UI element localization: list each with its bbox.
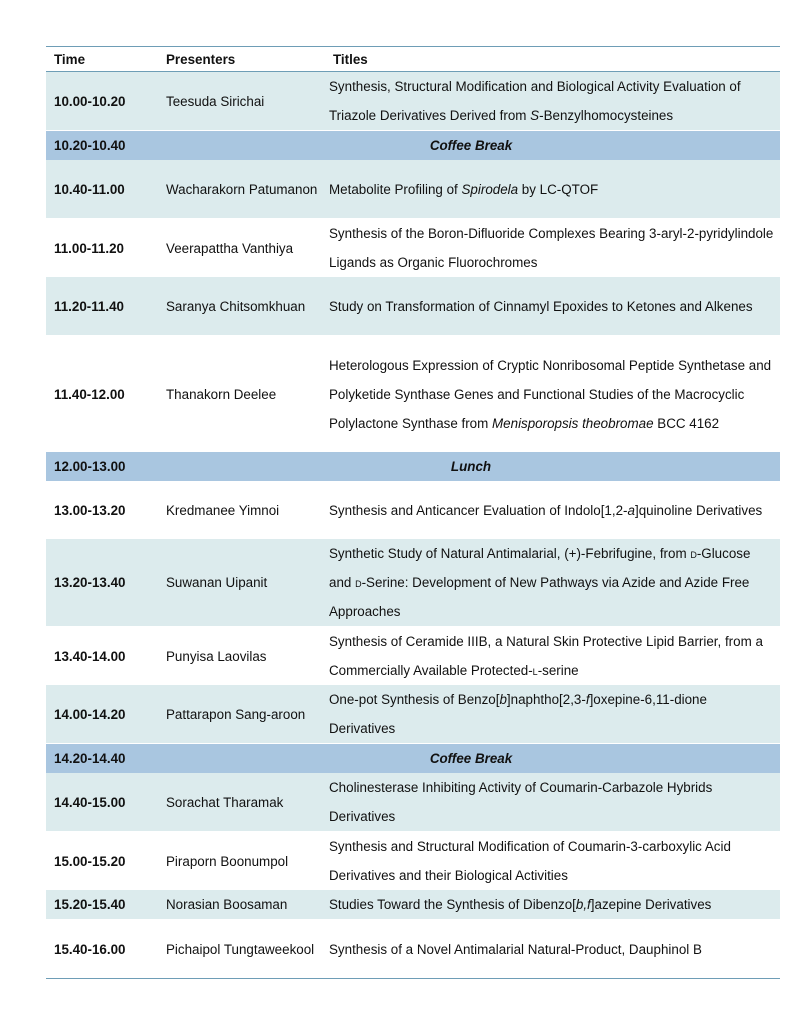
session-title: Cholinesterase Inhibiting Activity of Coumarin-Carbazole Hybrids Derivatives [325,773,780,832]
session-title: Metabolite Profiling of Spirodela by LC-QTOF [325,160,780,219]
session-presenter: Sorachat Tharamak [158,773,325,832]
session-title: Synthesis of the Boron-Difluoride Complexes Bearing 3-aryl-2-pyridylindole Ligands as Organic Fluorochromes [329,226,774,270]
session-title: Heterologous Expression of Cryptic Nonribosomal Peptide Synthetase and Polyketide Synthase Genes and Functional Studies of the Macrocyclic Polylactone Synthase from Menisporopsis theobromae BCC 4162 [329,357,772,431]
session-time: 11.20-11.40 [46,277,158,336]
session-row [46,920,780,979]
session-row [46,219,780,278]
session-time: 11.40-12.00 [54,386,125,402]
session-presenter: Punyisa Laovilas [166,648,267,664]
header-time: Time [46,47,158,72]
session-presenter: Saranya Chitsomkhuan [158,277,325,336]
header-row [46,47,780,72]
session-presenter: Pichaipol Tungtaweekool [166,941,315,957]
session-row [46,336,780,453]
session-time: 15.20-15.40 [46,890,158,920]
break-row [46,744,780,774]
session-row [46,773,780,832]
session-row [46,627,780,686]
session-presenter: Kredmanee Yimnoi [166,502,280,518]
session-row [46,539,780,627]
session-time: 15.00-15.20 [54,853,126,869]
session-row [46,277,780,336]
session-presenter: Wacharakorn Patumanon [158,160,325,219]
session-title: Synthesis, Structural Modification and Biological Activity Evaluation of Triazole Derivatives Derived from S-Benzylhomocysteines [325,72,780,131]
break-label: Coffee Break [158,744,780,774]
session-time: 11.00-11.20 [54,240,124,256]
session-row [46,890,780,920]
break-time: 12.00-13.00 [46,452,158,481]
session-row [46,832,780,891]
schedule-table [46,46,780,979]
break-row [46,452,780,481]
session-title: One-pot Synthesis of Benzo[b]naphtho[2,3-f]oxepine-6,11-dione Derivatives [325,685,780,744]
break-label: Coffee Break [158,131,780,161]
session-presenter: Veerapattha Vanthiya [166,240,294,256]
session-title: Synthetic Study of Natural Antimalarial, (+)-Febrifugine, from d-Glucose and d-Serine: Development of New Pathways via Azide and Azide Free Approaches [325,539,780,627]
schedule-body [46,72,780,979]
session-title: Study on Transformation of Cinnamyl Epoxides to Ketones and Alkenes [325,277,780,336]
session-title: Studies Toward the Synthesis of Dibenzo[b,f]azepine Derivatives [325,890,780,920]
session-title: Synthesis and Anticancer Evaluation of Indolo[1,2-a]quinoline Derivatives [329,502,763,518]
session-row [46,72,780,131]
break-time: 10.20-10.40 [46,131,158,161]
session-time: 14.00-14.20 [46,685,158,744]
header-presenters: Presenters [158,47,325,72]
session-time: 14.40-15.00 [46,773,158,832]
session-presenter: Teesuda Sirichai [158,72,325,131]
session-time: 13.40-14.00 [54,648,126,664]
session-row [46,685,780,744]
session-row [46,160,780,219]
session-title: Synthesis of a Novel Antimalarial Natural-Product, Dauphinol B [329,941,702,957]
session-time: 10.40-11.00 [46,160,158,219]
session-presenter: Norasian Boosaman [158,890,325,920]
break-time: 14.20-14.40 [46,744,158,774]
session-time: 13.00-13.20 [54,502,126,518]
session-time: 15.40-16.00 [54,941,126,957]
session-time: 13.20-13.40 [46,539,158,627]
header-titles: Titles [325,47,780,72]
session-row [46,481,780,539]
session-time: 10.00-10.20 [46,72,158,131]
session-title: Synthesis of Ceramide IIIB, a Natural Skin Protective Lipid Barrier, from a Commercially Available Protected-l-serine [329,634,763,678]
break-row [46,131,780,161]
session-presenter: Thanakorn Deelee [166,386,277,402]
session-presenter: Piraporn Boonumpol [166,853,289,869]
session-title: Synthesis and Structural Modification of Coumarin-3-carboxylic Acid Derivatives and their Biological Activities [329,839,731,883]
session-presenter: Suwanan Uipanit [158,539,325,627]
break-label: Lunch [158,452,780,481]
session-presenter: Pattarapon Sang-aroon [158,685,325,744]
